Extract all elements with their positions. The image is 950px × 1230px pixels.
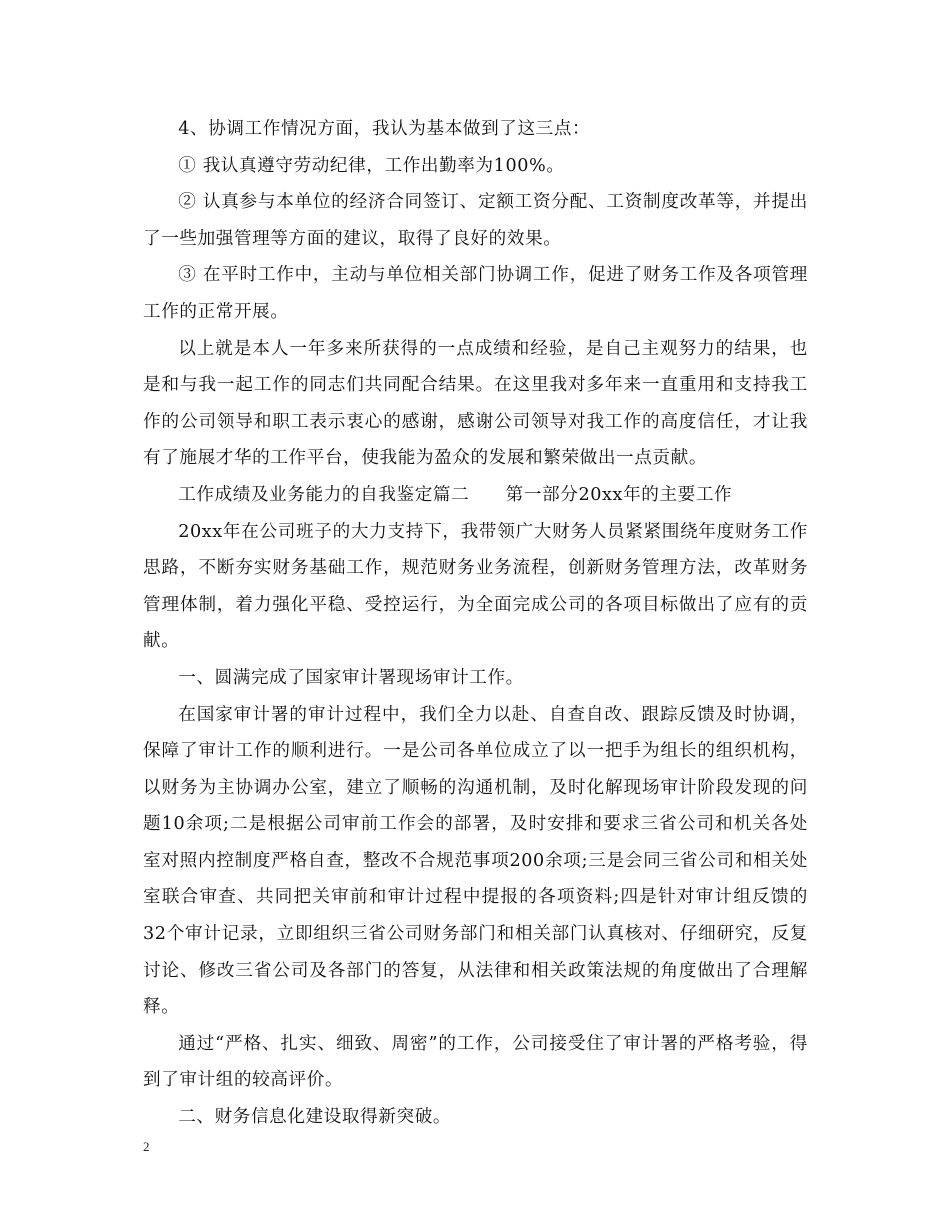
subheading-audit: 一、圆满完成了国家审计署现场审计工作。 — [178, 667, 524, 688]
paragraph-audit-result: 通过“严格、扎实、细致、周密”的工作，公司接受住了审计署的严格考验，得到了审计组的较高评价。 — [143, 1033, 808, 1091]
paragraph-point-2: ② 认真参与本单位的经济合同签订、定额工资分配、工资制度改革等，并提出了一些加强管理等方面的建议，取得了良好的效果。 — [143, 192, 808, 249]
page-number: 2 — [143, 1139, 150, 1154]
subheading-informatization: 二、财务信息化建设取得新突破。 — [178, 1107, 452, 1128]
document-body — [143, 111, 808, 1136]
section-heading-part-one: 工作成绩及业务能力的自我鉴定篇二 第一部分20xx年的主要工作 — [178, 484, 733, 505]
paragraph-summary: 以上就是本人一年多来所获得的一点成绩和经验，是自己主观努力的结果，也是和与我一起工作的同志们共同配合结果。在这里我对多年来一直重用和支持我工作的公司领导和职工表示衷心的感谢，感谢公司领导对我工作的高度信任，才让我有了施展才华的工作平台，使我能为盈众的发展和繁荣做出一点贡献。 — [143, 338, 808, 469]
paragraph-audit-details: 在国家审计署的审计过程中，我们全力以赴、自查自改、跟踪反馈及时协调，保障了审计工作的顺利进行。一是公司各单位成立了以一把手为组长的组织机构，以财务为主协调办公室，建立了顺畅的沟通机制，及时化解现场审计阶段发现的问题10余项;二是根据公司审前工作会的部署，及时安排和要求三省公司和机关各处室对照内控制度严格自查，整改不合规范事项200余项;三是会同三省公司和相关处室联合审查、共同把关审前和审计过程中提报的各项资料;四是针对审计组反馈的32个审计记录，立即组织三省公司财务部门和相关部门认真核对、仔细研究，反复讨论、修改三省公司及各部门的答复，从法律和相关政策法规的角度做出了合理解释。 — [143, 704, 808, 1018]
paragraph-year-overview: 20xx年在公司班子的大力支持下，我带领广大财务人员紧紧围绕年度财务工作思路，不断夯实财务基础工作，规范财务业务流程，创新财务管理方法，改革财务管理体制，着力强化平稳、受控运行，为全面完成公司的各项目标做出了应有的贡献。 — [143, 521, 808, 652]
paragraph-coordination-heading: 4、协调工作情况方面，我认为基本做到了这三点： — [178, 119, 591, 139]
paragraph-point-1: ① 我认真遵守劳动纪律，工作出勤率为100%。 — [178, 155, 565, 176]
paragraph-point-3: ③ 在平时工作中，主动与单位相关部门协调工作，促进了财务工作及各项管理工作的正常开展。 — [143, 265, 808, 322]
